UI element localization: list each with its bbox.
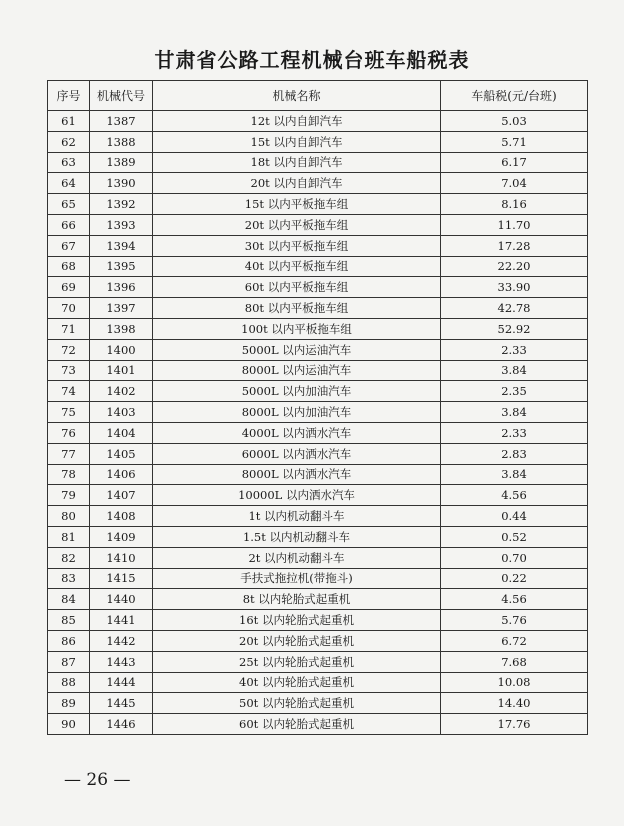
- table-row: [48, 485, 588, 506]
- cell-machine-code: 1392: [90, 194, 153, 215]
- cell-vehicle-tax: 7.68: [441, 651, 588, 672]
- table-row: [48, 277, 588, 298]
- cell-machine-code: 1393: [90, 214, 153, 235]
- table-row: [48, 111, 588, 132]
- table-row: [48, 194, 588, 215]
- cell-serial-no: 76: [48, 422, 90, 443]
- cell-machine-name: 50t 以内轮胎式起重机: [153, 693, 441, 714]
- table-row: [48, 630, 588, 651]
- cell-machine-code: 1394: [90, 235, 153, 256]
- cell-machine-name: 40t 以内平板拖车组: [153, 256, 441, 277]
- cell-machine-code: 1446: [90, 714, 153, 735]
- cell-vehicle-tax: 0.70: [441, 547, 588, 568]
- cell-machine-code: 1407: [90, 485, 153, 506]
- cell-machine-name: 1t 以内机动翻斗车: [153, 506, 441, 527]
- cell-machine-name: 手扶式拖拉机(带拖斗): [153, 568, 441, 589]
- cell-vehicle-tax: 17.76: [441, 714, 588, 735]
- cell-machine-name: 8t 以内轮胎式起重机: [153, 589, 441, 610]
- cell-machine-name: 6000L 以内洒水汽车: [153, 443, 441, 464]
- cell-machine-code: 1409: [90, 526, 153, 547]
- cell-serial-no: 86: [48, 630, 90, 651]
- table-row: [48, 506, 588, 527]
- cell-serial-no: 84: [48, 589, 90, 610]
- cell-machine-name: 15t 以内自卸汽车: [153, 131, 441, 152]
- cell-machine-code: 1441: [90, 610, 153, 631]
- cell-serial-no: 64: [48, 173, 90, 194]
- cell-vehicle-tax: 3.84: [441, 464, 588, 485]
- cell-serial-no: 71: [48, 318, 90, 339]
- cell-machine-name: 20t 以内自卸汽车: [153, 173, 441, 194]
- cell-machine-code: 1395: [90, 256, 153, 277]
- cell-vehicle-tax: 4.56: [441, 485, 588, 506]
- table-row: [48, 339, 588, 360]
- table-row: [48, 526, 588, 547]
- cell-machine-code: 1406: [90, 464, 153, 485]
- cell-vehicle-tax: 33.90: [441, 277, 588, 298]
- cell-machine-name: 16t 以内轮胎式起重机: [153, 610, 441, 631]
- cell-vehicle-tax: 5.76: [441, 610, 588, 631]
- cell-machine-name: 8000L 以内运油汽车: [153, 360, 441, 381]
- cell-machine-name: 80t 以内平板拖车组: [153, 298, 441, 319]
- page-title: 甘肃省公路工程机械台班车船税表: [154, 48, 470, 72]
- table-row: [48, 589, 588, 610]
- cell-vehicle-tax: 5.71: [441, 131, 588, 152]
- cell-machine-name: 2t 以内机动翻斗车: [153, 547, 441, 568]
- cell-machine-code: 1389: [90, 152, 153, 173]
- cell-vehicle-tax: 0.52: [441, 526, 588, 547]
- cell-serial-no: 79: [48, 485, 90, 506]
- table-row: [48, 318, 588, 339]
- cell-vehicle-tax: 0.44: [441, 506, 588, 527]
- header-vehicle-tax: 车船税(元/台班): [441, 81, 588, 111]
- cell-machine-name: 1.5t 以内机动翻斗车: [153, 526, 441, 547]
- table-row: [48, 298, 588, 319]
- vehicle-tax-table: [47, 80, 588, 735]
- cell-machine-name: 12t 以内自卸汽车: [153, 111, 441, 132]
- table-row: [48, 131, 588, 152]
- cell-vehicle-tax: 22.20: [441, 256, 588, 277]
- cell-serial-no: 78: [48, 464, 90, 485]
- cell-vehicle-tax: 0.22: [441, 568, 588, 589]
- table-row: [48, 235, 588, 256]
- cell-vehicle-tax: 6.72: [441, 630, 588, 651]
- cell-machine-name: 8000L 以内洒水汽车: [153, 464, 441, 485]
- cell-serial-no: 72: [48, 339, 90, 360]
- cell-machine-code: 1397: [90, 298, 153, 319]
- cell-serial-no: 81: [48, 526, 90, 547]
- cell-machine-code: 1403: [90, 402, 153, 423]
- cell-serial-no: 75: [48, 402, 90, 423]
- cell-vehicle-tax: 52.92: [441, 318, 588, 339]
- table-row: [48, 443, 588, 464]
- table-row: [48, 714, 588, 735]
- table-row: [48, 152, 588, 173]
- cell-machine-code: 1404: [90, 422, 153, 443]
- cell-serial-no: 63: [48, 152, 90, 173]
- table-row: [48, 256, 588, 277]
- table-row: [48, 360, 588, 381]
- cell-serial-no: 88: [48, 672, 90, 693]
- cell-machine-name: 20t 以内平板拖车组: [153, 214, 441, 235]
- cell-machine-code: 1410: [90, 547, 153, 568]
- cell-machine-name: 60t 以内轮胎式起重机: [153, 714, 441, 735]
- cell-machine-code: 1440: [90, 589, 153, 610]
- cell-machine-code: 1398: [90, 318, 153, 339]
- table-row: [48, 173, 588, 194]
- table-row: [48, 672, 588, 693]
- cell-machine-name: 18t 以内自卸汽车: [153, 152, 441, 173]
- table-row: [48, 381, 588, 402]
- cell-machine-name: 25t 以内轮胎式起重机: [153, 651, 441, 672]
- cell-serial-no: 83: [48, 568, 90, 589]
- cell-serial-no: 90: [48, 714, 90, 735]
- cell-machine-code: 1402: [90, 381, 153, 402]
- cell-vehicle-tax: 8.16: [441, 194, 588, 215]
- cell-vehicle-tax: 3.84: [441, 402, 588, 423]
- cell-serial-no: 80: [48, 506, 90, 527]
- table-header-row: [48, 81, 588, 111]
- cell-serial-no: 70: [48, 298, 90, 319]
- cell-serial-no: 74: [48, 381, 90, 402]
- cell-vehicle-tax: 3.84: [441, 360, 588, 381]
- cell-vehicle-tax: 2.83: [441, 443, 588, 464]
- cell-vehicle-tax: 2.35: [441, 381, 588, 402]
- cell-serial-no: 82: [48, 547, 90, 568]
- cell-vehicle-tax: 4.56: [441, 589, 588, 610]
- cell-machine-code: 1400: [90, 339, 153, 360]
- cell-serial-no: 65: [48, 194, 90, 215]
- table-row: [48, 568, 588, 589]
- cell-serial-no: 77: [48, 443, 90, 464]
- cell-machine-name: 10000L 以内洒水汽车: [153, 485, 441, 506]
- cell-machine-code: 1442: [90, 630, 153, 651]
- header-machine-name: 机械名称: [153, 81, 441, 111]
- table-row: [48, 402, 588, 423]
- table-row: [48, 422, 588, 443]
- cell-serial-no: 69: [48, 277, 90, 298]
- cell-machine-code: 1388: [90, 131, 153, 152]
- cell-serial-no: 73: [48, 360, 90, 381]
- cell-vehicle-tax: 14.40: [441, 693, 588, 714]
- page-number: — 26 —: [64, 770, 131, 790]
- header-machine-code: 机械代号: [90, 81, 153, 111]
- table-row: [48, 693, 588, 714]
- table-row: [48, 610, 588, 631]
- cell-machine-name: 4000L 以内洒水汽车: [153, 422, 441, 443]
- cell-machine-code: 1390: [90, 173, 153, 194]
- cell-machine-name: 40t 以内轮胎式起重机: [153, 672, 441, 693]
- cell-vehicle-tax: 7.04: [441, 173, 588, 194]
- cell-machine-name: 60t 以内平板拖车组: [153, 277, 441, 298]
- cell-machine-name: 5000L 以内加油汽车: [153, 381, 441, 402]
- cell-machine-code: 1443: [90, 651, 153, 672]
- cell-serial-no: 85: [48, 610, 90, 631]
- cell-vehicle-tax: 2.33: [441, 339, 588, 360]
- cell-serial-no: 68: [48, 256, 90, 277]
- cell-vehicle-tax: 2.33: [441, 422, 588, 443]
- cell-machine-name: 20t 以内轮胎式起重机: [153, 630, 441, 651]
- cell-machine-name: 5000L 以内运油汽车: [153, 339, 441, 360]
- cell-machine-name: 15t 以内平板拖车组: [153, 194, 441, 215]
- cell-vehicle-tax: 17.28: [441, 235, 588, 256]
- cell-vehicle-tax: 42.78: [441, 298, 588, 319]
- cell-machine-code: 1415: [90, 568, 153, 589]
- cell-machine-code: 1387: [90, 111, 153, 132]
- cell-vehicle-tax: 6.17: [441, 152, 588, 173]
- table-row: [48, 214, 588, 235]
- cell-machine-name: 8000L 以内加油汽车: [153, 402, 441, 423]
- table-row: [48, 651, 588, 672]
- cell-serial-no: 62: [48, 131, 90, 152]
- header-serial-no: 序号: [48, 81, 90, 111]
- cell-machine-code: 1444: [90, 672, 153, 693]
- cell-vehicle-tax: 10.08: [441, 672, 588, 693]
- table-row: [48, 547, 588, 568]
- cell-serial-no: 87: [48, 651, 90, 672]
- cell-machine-name: 100t 以内平板拖车组: [153, 318, 441, 339]
- cell-serial-no: 66: [48, 214, 90, 235]
- cell-vehicle-tax: 11.70: [441, 214, 588, 235]
- cell-serial-no: 67: [48, 235, 90, 256]
- cell-machine-code: 1401: [90, 360, 153, 381]
- cell-serial-no: 61: [48, 111, 90, 132]
- cell-machine-name: 30t 以内平板拖车组: [153, 235, 441, 256]
- cell-machine-code: 1405: [90, 443, 153, 464]
- cell-machine-code: 1396: [90, 277, 153, 298]
- cell-serial-no: 89: [48, 693, 90, 714]
- cell-vehicle-tax: 5.03: [441, 111, 588, 132]
- cell-machine-code: 1408: [90, 506, 153, 527]
- table-row: [48, 464, 588, 485]
- cell-machine-code: 1445: [90, 693, 153, 714]
